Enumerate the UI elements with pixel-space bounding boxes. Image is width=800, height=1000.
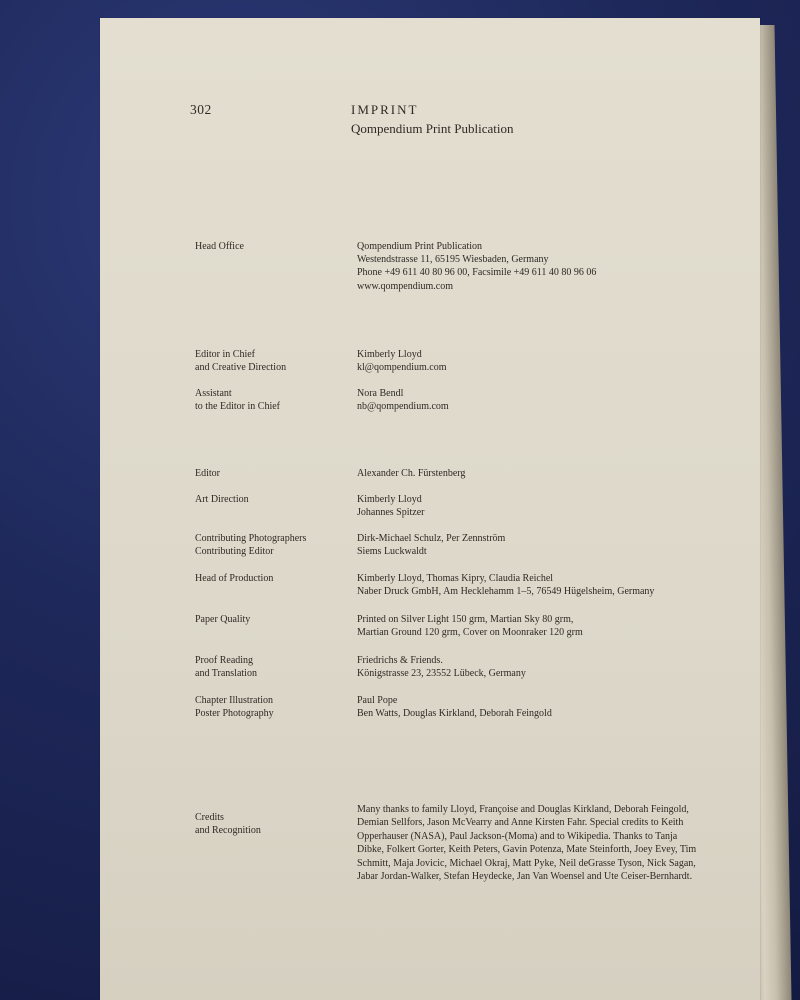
editor-label: Editor xyxy=(195,468,220,479)
paper-quality-value: Printed on Silver Light 150 grm, Martian Sky 80 grm, Martian Ground 120 grm, Cover on Moonraker 120 grm xyxy=(357,614,583,639)
illustration-label: Chapter Illustration Poster Photography xyxy=(195,695,274,720)
credits-value: Many thanks to family Lloyd, Françoise and Douglas Kirkland, Deborah Feingold, Demian Sellfors, Jason McVearry and Anne Kirsten Fahr. Special credits to Keith Opperhauser (NASA), Paul Jackson-(Moma) and to Wikipedia. Thanks to Tanja Dibke, Folkert Gorter, Keith Peters, Gavin Potenza, Mate Steinforth, Joey Evey, Tim Schmitt, Maja Jovicic, Michael Okraj, Matt Pyke, Neil deGrasse Tyson, Nick Sagan, Jabar Jordan-Walker, Stefan Heydecke, Jan Van Woensel and Ute Ceiser-Bernhardt. xyxy=(357,804,697,883)
editor-in-chief-label: Editor in Chief and Creative Direction xyxy=(195,349,287,374)
editor-in-chief-row xyxy=(195,348,755,374)
credits-row xyxy=(195,803,755,883)
editor-in-chief-value: Kimberly Lloyd kl@qompendium.com xyxy=(357,349,447,374)
imprint-subtitle: Qompendium Print Publication xyxy=(351,121,514,136)
proof-reading-value: Friedrichs & Friends. Königstrasse 23, 23552 Lübeck, Germany xyxy=(357,655,526,680)
art-direction-row xyxy=(195,493,755,519)
imprint-page xyxy=(100,18,760,1000)
proof-reading-row xyxy=(195,654,755,680)
page-number: 302 xyxy=(190,102,212,117)
paper-quality-label: Paper Quality xyxy=(195,614,251,625)
assistant-row xyxy=(195,387,755,413)
contributors-row xyxy=(195,532,755,558)
head-office-value: Qompendium Print Publication Westendstrasse 11, 65195 Wiesbaden, Germany Phone +49 611 40 80 96 00, Facsimile +49 611 40 80 96 06 www.qompendium.com xyxy=(357,241,597,292)
contributors-label: Contributing Photographers Contributing Editor xyxy=(195,533,307,558)
production-value: Kimberly Lloyd, Thomas Kipry, Claudia Reichel Naber Druck GmbH, Am Hecklehamm 1–5, 76549 Hügelsheim, Germany xyxy=(357,573,655,598)
paper-quality-row xyxy=(195,613,755,639)
illustration-value: Paul Pope Ben Watts, Douglas Kirkland, Deborah Feingold xyxy=(357,695,552,720)
head-office-label: Head Office xyxy=(195,241,244,252)
art-direction-value: Kimberly Lloyd Johannes Spitzer xyxy=(357,494,425,519)
proof-reading-label: Proof Reading and Translation xyxy=(195,655,257,680)
art-direction-label: Art Direction xyxy=(195,494,249,505)
assistant-value: Nora Bendl nb@qompendium.com xyxy=(357,388,449,413)
assistant-label: Assistant to the Editor in Chief xyxy=(195,388,280,413)
contributors-value: Dirk-Michael Schulz, Per Zennström Siems Luckwaldt xyxy=(357,533,506,558)
credits-label: Credits and Recognition xyxy=(195,812,261,837)
production-label: Head of Production xyxy=(195,573,274,584)
editor-row xyxy=(195,467,755,480)
imprint-header xyxy=(351,102,514,137)
illustration-row xyxy=(195,694,755,720)
imprint-title: IMPRINT xyxy=(351,102,419,117)
head-office-row xyxy=(195,240,755,293)
editor-value: Alexander Ch. Fürstenberg xyxy=(357,468,466,479)
production-row xyxy=(195,572,755,598)
